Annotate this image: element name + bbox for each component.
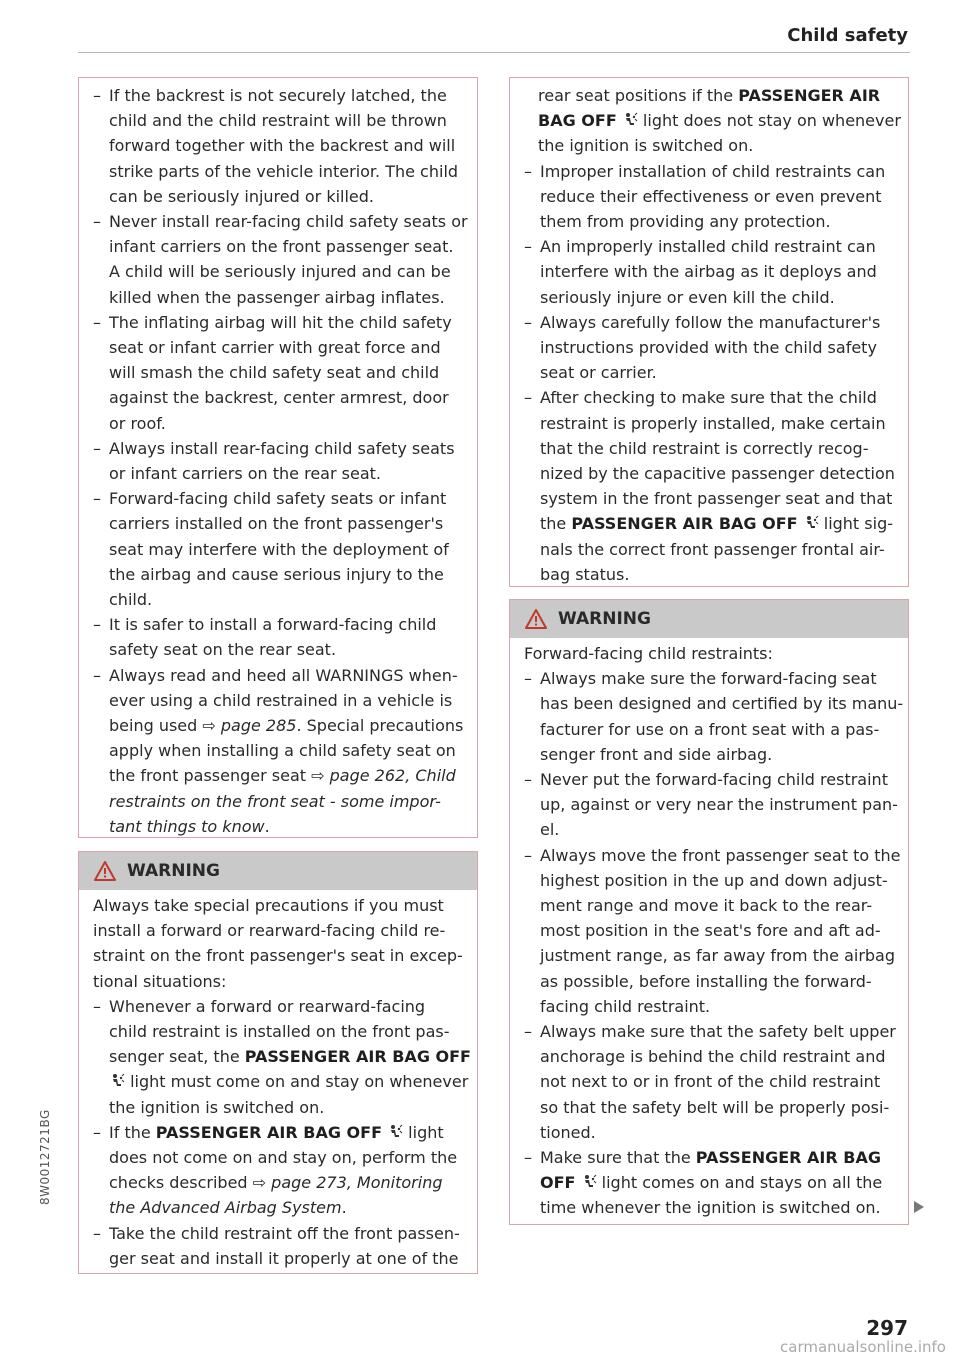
list-item [93, 310, 463, 436]
list-item: – Always carefully follow the manufacturer's instructions provided with the child safety seat or carrier. [524, 310, 894, 386]
airbag-off-icon [581, 1173, 597, 1192]
text-line: – The inflating airbag will hit the child safety [109, 312, 452, 332]
list-item: – Improper installation of child restraints can reduce their effectiveness or even prevent them from providing any protection. [524, 159, 894, 235]
text-line: infant carriers on the front passenger seat. [109, 237, 454, 257]
text-line: will smash the child safety seat and child [109, 363, 440, 383]
text-line: BAG OFF light does not stay on whenever [538, 111, 901, 131]
list-item: – Always make sure the forward-facing seat has been designed and certified by its manu- facturer for use on a front seat with a pas- senger front and side airbag. [524, 666, 894, 767]
text-line: install a forward or rearward-facing child re- [93, 921, 446, 941]
list-item [93, 994, 471, 1120]
text-line: rear seat positions if the PASSENGER AIR [538, 86, 881, 105]
warning-title: WARNING [558, 609, 651, 629]
page-reference-link[interactable]: the Advanced Airbag System [109, 1198, 342, 1218]
text-line: apply when installing a child safety seat on [109, 741, 456, 761]
list-item [93, 436, 463, 486]
list-item: – After checking to make sure that the child restraint is properly installed, make certain that the child restraint is correctly recog- nized by the capacitive passenger detection system in the front passenger seat and that the PASSENGER AIR BAG OFF light sig- nals the correct front passenger frontal air- bag status. [524, 385, 894, 587]
text-line: safety seat on the rear seat. [109, 640, 337, 660]
list-item [93, 209, 468, 310]
text-line: – If the backrest is not securely latched, the [109, 86, 447, 105]
text-line: the ignition is switched on. [538, 136, 754, 156]
list-item: – Make sure that the PASSENGER AIR BAG OFF light comes on and stays on all the time whenever the ignition is switched on. [524, 1145, 894, 1221]
text-line: light must come on and stay on whenever [109, 1069, 463, 1094]
airbag-off-icon [387, 1123, 403, 1142]
text-line [109, 789, 463, 814]
page-reference-link[interactable]: ⇨ page 273, Monitoring [252, 1173, 443, 1193]
list-item: – Always move the front passenger seat to the highest position in the up and down adjust- ment range and move it back to the rear- most position in the seat's fore and aft ad- justment range, as far away from the airbag as possible, before installing the forward- facing child restraint. [524, 843, 894, 1019]
text-line: or roof. [109, 413, 166, 433]
text-line: – Forward-facing child safety seats or infant [109, 489, 447, 509]
warning-intro [93, 893, 463, 994]
text-line: – Whenever a forward or rearward-facing [109, 996, 426, 1016]
page-header-title: Child safety [787, 25, 908, 46]
list-item: – An improperly installed child restraint can interfere with the airbag as it deploys and seriously injure or even kill the child. [524, 234, 894, 310]
list-item [93, 486, 463, 612]
left-top-list [93, 83, 468, 839]
text-line: against the backrest, center armrest, door [109, 388, 449, 408]
airbag-off-icon [803, 514, 819, 533]
text-line: – Always install rear-facing child safety seats [109, 438, 455, 458]
document-code: 8W0012721BG [38, 1109, 52, 1205]
header-rule [78, 52, 910, 53]
warning-intro: Forward-facing child restraints: [524, 644, 773, 663]
text-line: Always take special precautions if you must [93, 896, 444, 915]
text-line: can be seriously injured or killed. [109, 186, 375, 206]
text-line: forward together with the backrest and will [109, 136, 456, 156]
text-line: straint on the front passenger's seat in excep- [93, 946, 463, 966]
page-reference-link[interactable]: tant things to know [109, 816, 265, 836]
text-line: seat may interfere with the deployment of [109, 539, 449, 559]
left-warning-box [78, 851, 478, 1274]
airbag-off-icon [622, 111, 638, 130]
airbag-off-icon [109, 1072, 125, 1091]
text-line: seat or infant carrier with great force and [109, 338, 441, 358]
text-line: the front passenger seat ⇨ page 262, Child [109, 766, 456, 786]
text-line: tant things to know. [109, 816, 270, 836]
watermark-text: carmanualsonline.info [780, 1338, 946, 1356]
text-line: checks described ⇨ page 273, Monitoring [109, 1173, 443, 1193]
text-line: – If the PASSENGER AIR BAG OFF light [109, 1122, 444, 1142]
page-reference-link[interactable]: ⇨ page 285 [202, 716, 297, 736]
text-line: the Advanced Airbag System. [109, 1198, 347, 1218]
left-continuation-box [78, 77, 478, 838]
warning-header [79, 852, 477, 890]
text-line: strike parts of the vehicle interior. The child [109, 161, 459, 181]
left-warning-list [93, 994, 471, 1271]
text-line: – Never install rear-facing child safety seats or [109, 212, 468, 232]
warning-header [510, 600, 908, 638]
text-line: – Always read and heed all WARNINGS when- [109, 665, 458, 685]
warning-title: WARNING [127, 861, 220, 881]
text-line: A child will be seriously injured and can be [109, 262, 451, 282]
right-top-list [524, 159, 894, 587]
right-continuation-box [509, 77, 909, 587]
text-line: – It is safer to install a forward-facing child [109, 615, 437, 635]
text-line: ger seat and install it properly at one of the [109, 1248, 459, 1268]
right-warning-list [524, 666, 904, 1220]
page-reference-link[interactable]: restraints on the front seat - some impor- [109, 791, 441, 811]
continue-arrow-icon [914, 1201, 924, 1213]
list-item [93, 1120, 463, 1221]
page-number: 297 [866, 1316, 908, 1340]
list-item: – Always make sure that the safety belt upper anchorage is behind the child restraint and not next to or in front of the child restraint so that the safety belt will be properly posi- tioned. [524, 1019, 894, 1145]
text-line: killed when the passenger airbag inflates. [109, 287, 445, 307]
text-line: senger seat, the PASSENGER AIR BAG OFF [109, 1047, 471, 1067]
text-line: child. [109, 590, 153, 610]
text-line: or infant carriers on the rear seat. [109, 464, 381, 484]
text-line: ever using a child restrained in a vehicle is [109, 690, 453, 710]
text-line: – Take the child restraint off the front passen- [109, 1223, 460, 1243]
text-line: child restraint is installed on the front pas- [109, 1022, 450, 1042]
text-line: being used ⇨ page 285. Special precautions [109, 716, 464, 736]
text-line: the ignition is switched on. [109, 1097, 325, 1117]
text-line: the airbag and cause serious injury to the [109, 564, 444, 584]
warning-triangle-icon [93, 860, 117, 882]
list-item: – Never put the forward-facing child restraint up, against or very near the instrument pan- el. [524, 767, 894, 843]
right-warning-box [509, 599, 909, 1225]
list-item [93, 663, 463, 839]
list-item [93, 83, 463, 209]
list-item [93, 1221, 463, 1271]
text-line: child and the child restraint will be thrown [109, 111, 447, 131]
warning-triangle-icon [524, 608, 548, 630]
text-line: tional situations: [93, 971, 227, 991]
text-line: does not come on and stay on, perform the [109, 1148, 458, 1168]
list-item [93, 612, 463, 662]
text-line: carriers installed on the front passenger's [109, 514, 444, 534]
page-reference-link[interactable]: ⇨ page 262, Child [311, 766, 456, 786]
